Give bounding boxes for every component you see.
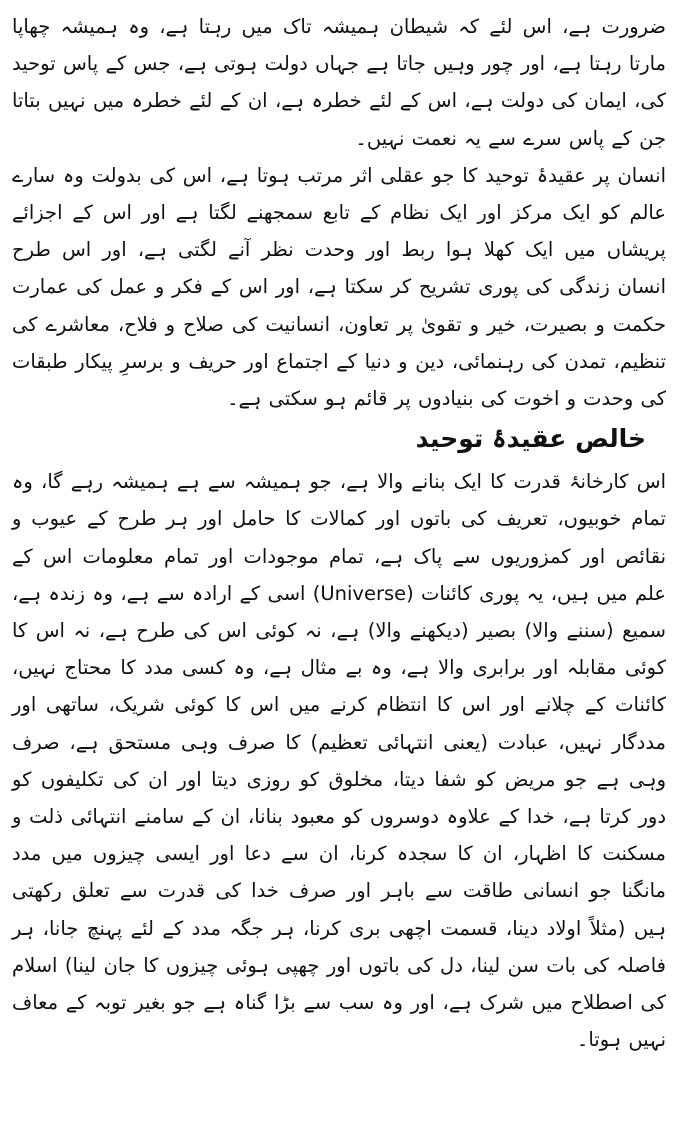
creator-paragraph [12,463,666,1058]
tawheed-effect-paragraph: انسان پر عقیدۂ توحید کا جو عقلی اثر مرتب ہوتا ہے، اس کی بدولت وہ سارے عالم کو ایک مرکز اور ایک نظام کے تابع سمجھنے لگتا ہے اور اس کے اجزائے پریشاں میں ایک کھلا ہوا ربط اور وحدت نظر آنے لگتی ہے، اور اس طرح انسان زندگی کی پوری تشریح کر سکتا ہے، اور اس کے فکر و عمل کی عمارت حکمت و بصیرت، خیر و تقویٰ پر تعاون، انسانیت کی صلاح و فلاح، معاشرے کی تنظیم، تمدن کی رہنمائی، دین و دنیا کے اجتماع اور حریف و برسرِ پیکار طبقات کی وحدت و اخوت کی بنیادوں پر قائم ہو سکتی ہے۔ [12,163,666,411]
section-heading: خالص عقیدۂ توحید [415,424,646,454]
intro-paragraph: ضرورت ہے، اس لئے کہ شیطان ہمیشہ تاک میں رہتا ہے، وہ ہمیشہ چھاپا مارتا رہتا ہے، اور چور وہیں جاتا ہے جہاں دولت ہوتی ہے، جس کے پاس توحید کی، ایمان کی دولت ہے، اس کے لئے خطرہ ہے، ان کے لئے خطرہ میں نہیں بتاتا جن کے پاس سرے سے یہ نعمت نہیں۔ [12,15,666,150]
creator-text-part-1: اس کارخانۂ قدرت کا ایک بنانے والا ہے، جو ہمیشہ سے ہے ہمیشہ رہے گا، وہ تمام خوبیوں، تعریف کی باتوں اور کمالات کا حامل اور ہر طرح کے عیوب و نقائص اور کمزوریوں سے پاک ہے، تمام موجودات اور تمام معلومات اس کے علم میں ہیں، یہ پوری کائنات [12,470,667,605]
english-term: (Universe) [312,581,414,605]
creator-text-part-2: اسی کے ارادہ سے ہے، وہ زندہ ہے، سمیع (سننے والا) بصیر (دیکھنے والا) ہے، نہ کوئی اس کی طرح ہے، نہ اس کا کوئی مقابلہ اور برابری والا ہے، وہ بے مثال ہے، وہ کسی مدد کا محتاج نہیں، کائنات کے چلانے اور اس کا انتظام کرنے میں اس کا کوئی شریک، ساتھی اور مددگار نہیں، عبادت (یعنی انتہائی تعظیم) کا صرف وہی مستحق ہے، صرف وہی ہے جو مریض کو شفا دیتا، مخلوق کو روزی دیتا اور ان کی تکلیفوں کو دور کرتا ہے، خدا کے علاوہ دوسروں کو معبود بنانا، ان کے سامنے انتہائی ذلت و مسکنت کا اظہار، ان کا سجدہ کرنا، ان سے دعا اور ایسی چیزوں میں مدد مانگنا جو انسانی طاقت سے باہر اور صرف خدا کی قدرت سے تعلق رکھتی ہیں (مثلاً اولاد دینا، قسمت اچھی بری کرنا، ہر جگہ مدد کے لئے پہنچ جانا، ہر فاصلہ کی بات سن لینا، دل کی باتوں اور چھپی ہوئی چیزوں کا جان لینا) اسلام کی اصطلاح میں شرک ہے، اور وہ سب سے بڑا گناہ ہے جو بغیر توبہ کے معاف نہیں ہوتا۔ [12,581,666,1052]
